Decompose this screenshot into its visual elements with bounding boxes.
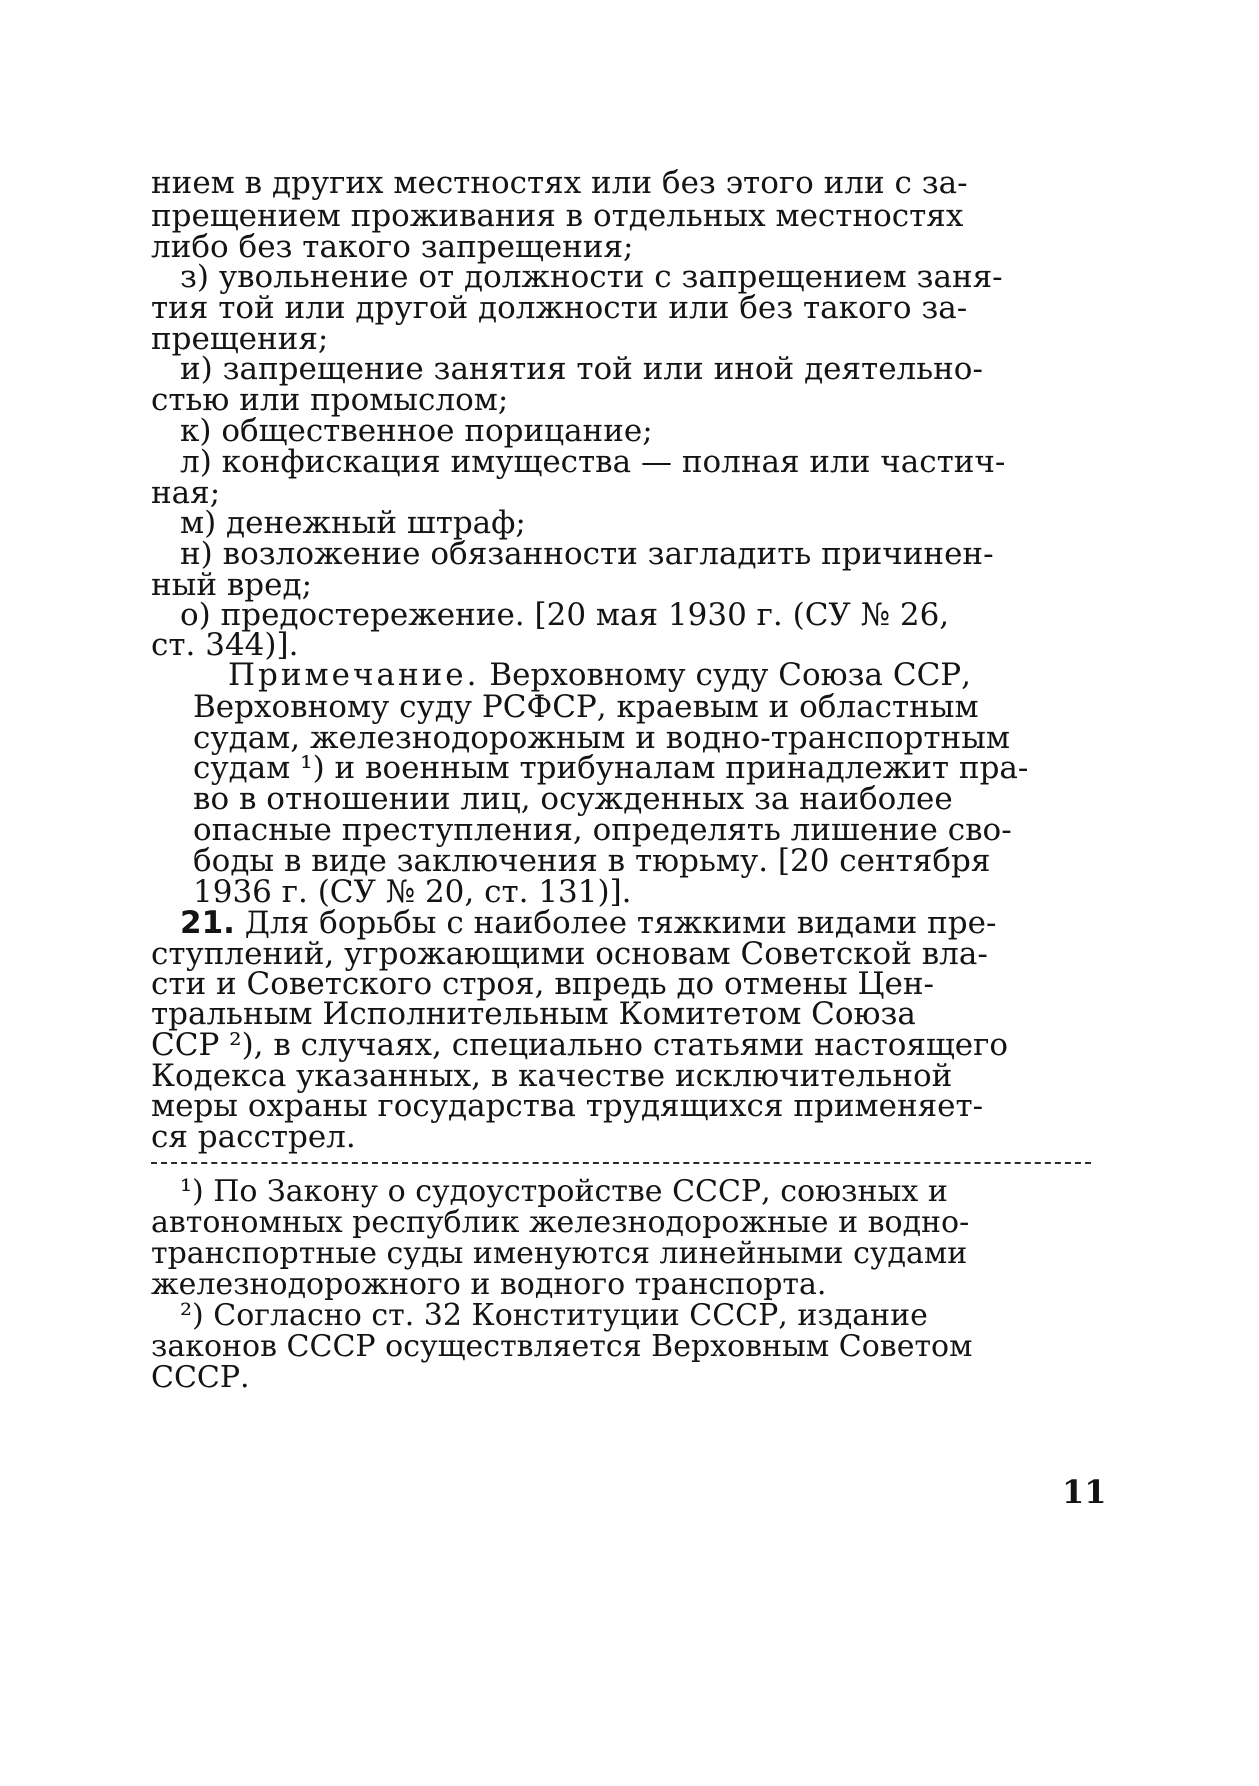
text-line: боды в виде заключения в тюрьму. [20 сентября [193, 843, 991, 879]
text-line: м) денежный штраф; [180, 505, 526, 541]
page-number: 11 [1062, 1473, 1107, 1511]
text-line: Верховному суду РСФСР, краевым и областным [193, 689, 979, 725]
text-line: нием в других местностях или без этого или с за- [151, 165, 968, 201]
text-line: ступлений, угрожающими основам Советской вла- [151, 936, 988, 972]
text-line: во в отношении лиц, осужденных за наиболее [193, 781, 953, 817]
note-text: Верховному суду Союза ССР, [489, 657, 972, 693]
text-line: и) запрещение занятия той или иной деятельно- [180, 351, 983, 387]
footnote-line: ¹) По Закону о судоустройстве СССР, союзных и [180, 1174, 948, 1209]
text-line: ст. 344)]. [151, 627, 299, 663]
footnote-line: автономных республик железнодорожные и водно- [151, 1205, 970, 1240]
text-line: з) увольнение от должности с запрещением заня- [180, 259, 1003, 295]
footnote-line: ²) Согласно ст. 32 Конституции СССР, издание [180, 1298, 928, 1333]
text-line: либо без такого запрещения; [151, 229, 634, 265]
text-line: стью или промыслом; [151, 382, 509, 418]
text-line: о) предостережение. [20 мая 1930 г. (СУ № 26, [180, 597, 950, 633]
text-line: ный вред; [151, 567, 313, 603]
text-line: н) возложение обязанности загладить причинен- [180, 536, 994, 572]
text-line: опасные преступления, определять лишение сво- [193, 812, 1012, 848]
text-line: Кодекса указанных, в качестве исключительной [151, 1058, 953, 1094]
text-line: прещением проживания в отдельных местностях [151, 198, 964, 234]
article-number: 21. [180, 905, 235, 941]
footnote-line: железнодорожного и водного транспорта. [151, 1267, 827, 1302]
text-line: судам, железнодорожным и водно-транспортным [193, 720, 1010, 756]
text-line: меры охраны государства трудящихся применяет- [151, 1088, 984, 1124]
note-label: Примечание. [228, 657, 480, 693]
footnote-line: транспортные суды именуются линейными судами [151, 1236, 968, 1271]
article-line [180, 905, 997, 941]
text-line: тия той или другой должности или без такого за- [151, 290, 968, 326]
footnote-line: СССР. [151, 1360, 250, 1395]
text-line: к) общественное порицание; [180, 413, 653, 449]
text-line: сти и Советского строя, впредь до отмены Цен- [151, 966, 935, 1002]
text-line: тральным Исполнительным Комитетом Союза [151, 996, 916, 1032]
text-line: 1936 г. (СУ № 20, ст. 131)]. [193, 874, 632, 910]
footnote-separator [151, 1162, 1091, 1164]
footnote-line: законов СССР осуществляется Верховным Советом [151, 1329, 973, 1364]
text-line: судам ¹) и военным трибуналам принадлежит пра- [193, 750, 1029, 786]
article-text: Для борьбы с наиболее тяжкими видами пре- [244, 905, 997, 941]
text-line: л) конфискация имущества — полная или частич- [180, 444, 1006, 480]
note-line [228, 657, 972, 693]
text-line: ССР ²), в случаях, специально статьями настоящего [151, 1027, 1009, 1063]
text-line: ся расстрел. [151, 1119, 356, 1155]
text-line: прещения; [151, 321, 329, 357]
text-line: ная; [151, 475, 221, 511]
